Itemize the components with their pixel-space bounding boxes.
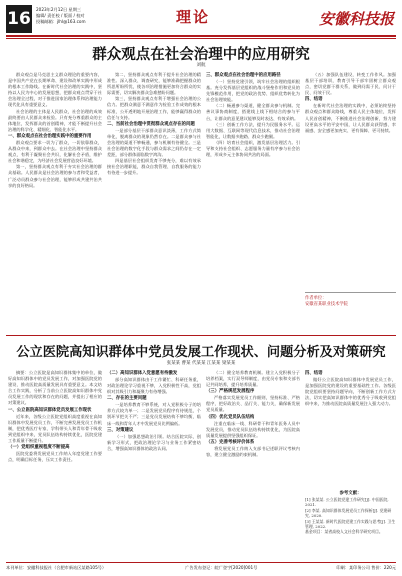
page-footer (6, 562, 396, 572)
body-paragraph: 做好公立医院高知识群体中发展党员工作，是加强医院党的建设的重要基础性工作。各级医院党组织要坚持问题导向，不断创新工作方式方法，切实把高知识群体中的优秀分子吸收到党组织中来，为推动医院高质量发展注入强大动力。 (305, 377, 396, 407)
section-subheading: 三、对策建议 (107, 427, 134, 433)
article2-column-1 (8, 370, 102, 556)
article1-author: 刘航 (196, 63, 206, 68)
issue-editors: 编辑/ 责任校 / 版面 / 校对 (36, 13, 85, 18)
body-paragraph: （五）加强队伍建设，转变工作作风。加强基层干部培训，教育引导干部牢固树立群众观点，密切党群干群关系，做到问需于民、问计于民、问效于民。 (305, 72, 396, 96)
body-paragraph: （一）加强思想政治引领。结合医院实际，创新学习形式，把政治理论学习与业务工作紧密结合，增强高知识群体的政治认同。 (107, 433, 201, 451)
body-paragraph: 近年来，各级公立医院党组织高度重视在高知识群体中发展党员工作，不断完善发展党员工作机制，把优秀医疗专家、学科带头人和青年骨干吸收到党组织中来，党员队伍结构持续优化，医院党建工作质量不断提升。 (8, 413, 102, 443)
section-subheading: （四）优化党员队伍结构 (206, 414, 255, 420)
reference-item: [3] 王某某. 新时代医院党建工作实践与思考[J]. 卫生管理, 2022. (305, 518, 396, 530)
body-paragraph: （四）培育社会组织，激发基层治理活力。引导和支持社会组织、志愿服务力量有序参与社会治理，形成多元主体协同共治的局面。 (206, 139, 300, 158)
footer-publisher: 本刊单位：安徽科技报社（合肥市新站区某路105号） (6, 565, 107, 570)
page-number: 16 (6, 5, 32, 33)
header-rule (6, 35, 396, 37)
body-paragraph: 医院党委将发展党员工作纳入年度党建工作要点，明确目标任务，压实工作责任。 (8, 451, 102, 463)
body-paragraph: （一）坚持党建引领，筑牢社会治理的组织根基。充分发挥基层党组织的战斗堡垒作用和党员的先锋模范作用，把党的政治优势、组织优势转化为社会治理效能。 (206, 79, 300, 103)
section-subheading: 四、结语 (305, 97, 323, 103)
article2-title: 公立医院高知识群体中党员发展工作现状、问题分析及对策研究 (16, 345, 386, 360)
body-paragraph: 四是基层社会组织发育不够充分，难以有效承接社会治理职能，群众自我管理、自我服务的能力有待进一步提升。 (107, 158, 201, 176)
article2-column-3 (206, 370, 300, 556)
section-subheading: （五）完善考核评价体系 (206, 439, 255, 445)
body-paragraph: 第二，坚持群众观点有利于提升社会治理的精准性。深入群众、调查研究，能够准确把握群众的所思所盼所忧，使各项治理措施更加符合群众的实际需要，切实解决群众急难愁盼问题。 (107, 72, 201, 96)
body-paragraph: （三）创新工作方法，提升为民服务水平。运用大数据、互联网等现代信息技术，推动社会治理智能化，让数据多跑路、群众少跑腿。 (206, 121, 300, 139)
article-divider (6, 335, 396, 336)
author-affiliation-box (305, 292, 396, 332)
reference-item: [1] 张某某. 公立医院党建工作研究[J]. 中国医院, 2021. (305, 497, 389, 508)
references-title: 参考文献： (339, 491, 362, 496)
section-subheading: 二、存在的主要问题 (107, 396, 147, 402)
body-paragraph: 第三，坚持群众观点有利于增强社会治理的公信力。把群众满意不满意作为检验工作成效的根本标准，公开透明地开展治理工作，能够赢得群众的信任与支持。 (107, 96, 201, 120)
body-paragraph: 一是部分基层干部群众意识淡薄，工作方式简单化，脱离群众的现象仍然存在。二是群众参与社会治理的渠道不够畅通，参与机制有待健全。三是社会治理的数字化手段与群众需求之间仍存在一定差距，部分群体面临数字鸿沟。 (107, 127, 201, 158)
masthead-logo: 安徽科技报 (318, 10, 394, 28)
affiliation-label: 作者单位： (305, 296, 327, 301)
article1-column-4 (305, 72, 396, 290)
article1-column-1 (8, 72, 102, 332)
body-paragraph: 一是培养教育不够系统，对入党积极分子的培养方式较为单一；二是发展党员程序有待规范，个别环节把关不严；三是党员发展结构不够均衡，临床一线和青年人才中发展党员比例偏低。 (107, 402, 201, 426)
section-title: 理论 (176, 8, 211, 26)
body-paragraph: （二）健全培养教育机制。建立入党积极分子培养档案，实行双导师制度，由党员专家和支部书记共同培养，提升培养质量。 (206, 370, 300, 388)
section-subheading: 一、公立医院高知识群体党员发展工作现状 (8, 407, 92, 413)
article1-column-2 (107, 72, 201, 332)
article2-authors: 张某某 曹某 代某某 江某某 梁某某 (166, 361, 236, 366)
body-paragraph: 将发展党员工作纳入支部书记述职评议考核内容，建立健全激励约束机制。 (206, 445, 300, 457)
article2-column-2 (107, 370, 201, 556)
footer-license: 广告发布登记：皖广登字[2020]001号 (185, 565, 258, 570)
section-subheading: （三）严格规范发展程序 (206, 389, 255, 395)
body-paragraph: 摘要：公立医院是高知识群体集中的单位，做好高知识群体中的党员发展工作，对加强医院党的建设、推动医院高质量发展具有重要意义。本文结合工作实践，分析了当前公立医院高知识群体中党员发展工作的现状和存在的问题，并提出了相应的对策建议。 (8, 370, 102, 406)
body-paragraph: 群众观点要求一切为了群众，一切依靠群众，从群众中来，到群众中去。在社会治理中坚持群众观点，有利于凝聚社会共识，化解社会矛盾，维护社会和谐稳定，为经济社会发展营造良好环境。 (8, 139, 102, 164)
article1-column-3 (206, 72, 300, 332)
affiliation-value: 安徽省某职业技术学院 (305, 302, 348, 307)
body-paragraph: 在新时代社会治理的实践中，必须始终坚持群众观点和群众路线，尊重人民主体地位，发挥人民首创精神，不断推进社会治理创新，努力建设更高水平的平安中国，让人民群众获得感、幸福感、安全感更加充实、更有保障、更可持续。 (305, 103, 396, 133)
issue-date: 2023年2月12日 星期三 (36, 7, 82, 12)
body-paragraph: 注重在临床一线、科研骨干和青年医务人员中发展党员，推动党员队伍结构持续优化，为医院高质量发展提供坚强组织保证。 (206, 420, 300, 438)
section-subheading: 三、群众观点在社会治理中的应用路径 (206, 73, 281, 78)
reference-item: [2] 李某. 高知识群体发展党员工作探析[J]. 党建研究, 2020. (305, 507, 392, 519)
section-subheading: （二）高知识群体入党意愿有待激发 (107, 371, 178, 376)
header-rule-thin (6, 38, 396, 39)
body-paragraph: 群众观点是马克思主义群众理论的重要内容，是中国共产党在长期革命、建设和改革实践中形成的根本工作路线。在新时代社会治理的实践中，坚持以人民为中心的发展思想，把群众观点贯穿于社会治理全过程，对于推进国家治理体系和治理能力现代化具有重要意义。 (8, 72, 102, 108)
footer-price: 印刷：某印务公司 售价：220元 (336, 565, 396, 570)
references-box (305, 490, 396, 556)
section-subheading: （一）党组织重视程度不断提高 (8, 445, 70, 451)
body-paragraph: （二）畅通参与渠道，健全群众参与机制。完善议事协商制度，搭建线上线下相结合的参与平台，让群众的意见建议能够及时表达、有效采纳。 (206, 103, 300, 121)
section-subheading: 四、结语 (305, 371, 323, 376)
body-paragraph: 部分高知识群体由于工作繁忙、科研任务重，对政治理论学习重视不够，入党积极性不高，党组织对其吸引力和凝聚力有待增强。 (107, 377, 201, 395)
issue-meta (36, 7, 86, 25)
body-paragraph: 严格落实发展党员工作细则，坚持标准、严格程序，把好政治关、品行关、能力关，确保新发展党员质量。 (206, 395, 300, 413)
section-subheading: 一、群众观点在社会治理实践中的重要作用 (8, 133, 92, 139)
article2-column-4 (305, 370, 396, 486)
section-subheading: 二、当前社会治理中贯彻群众观点存在的问题 (107, 121, 195, 127)
body-paragraph: 第一，坚持群众观点有利于夯实社会治理的群众基础。人民群众是社会治理的参与者和受益者，广泛动员群众参与社会治理，能够形成共建共治共享的良好格局。 (8, 164, 102, 188)
page-header (6, 5, 396, 35)
body-paragraph: 社会治理的主体是人民群众，社会治理的成效最终要由人民群众来检验。只有充分尊重群众的主体地位，发挥群众的首创精神，才能不断提升社会治理的科学化、精细化、智能化水平。 (8, 108, 102, 132)
article1-title: 群众观点在社会治理中的应用研究 (92, 46, 310, 63)
reference-item: 基金项目：某省高校人文社会科学研究项目。 (305, 529, 383, 535)
issue-email: 投稿邮箱：jlhl@163.com (36, 19, 86, 24)
